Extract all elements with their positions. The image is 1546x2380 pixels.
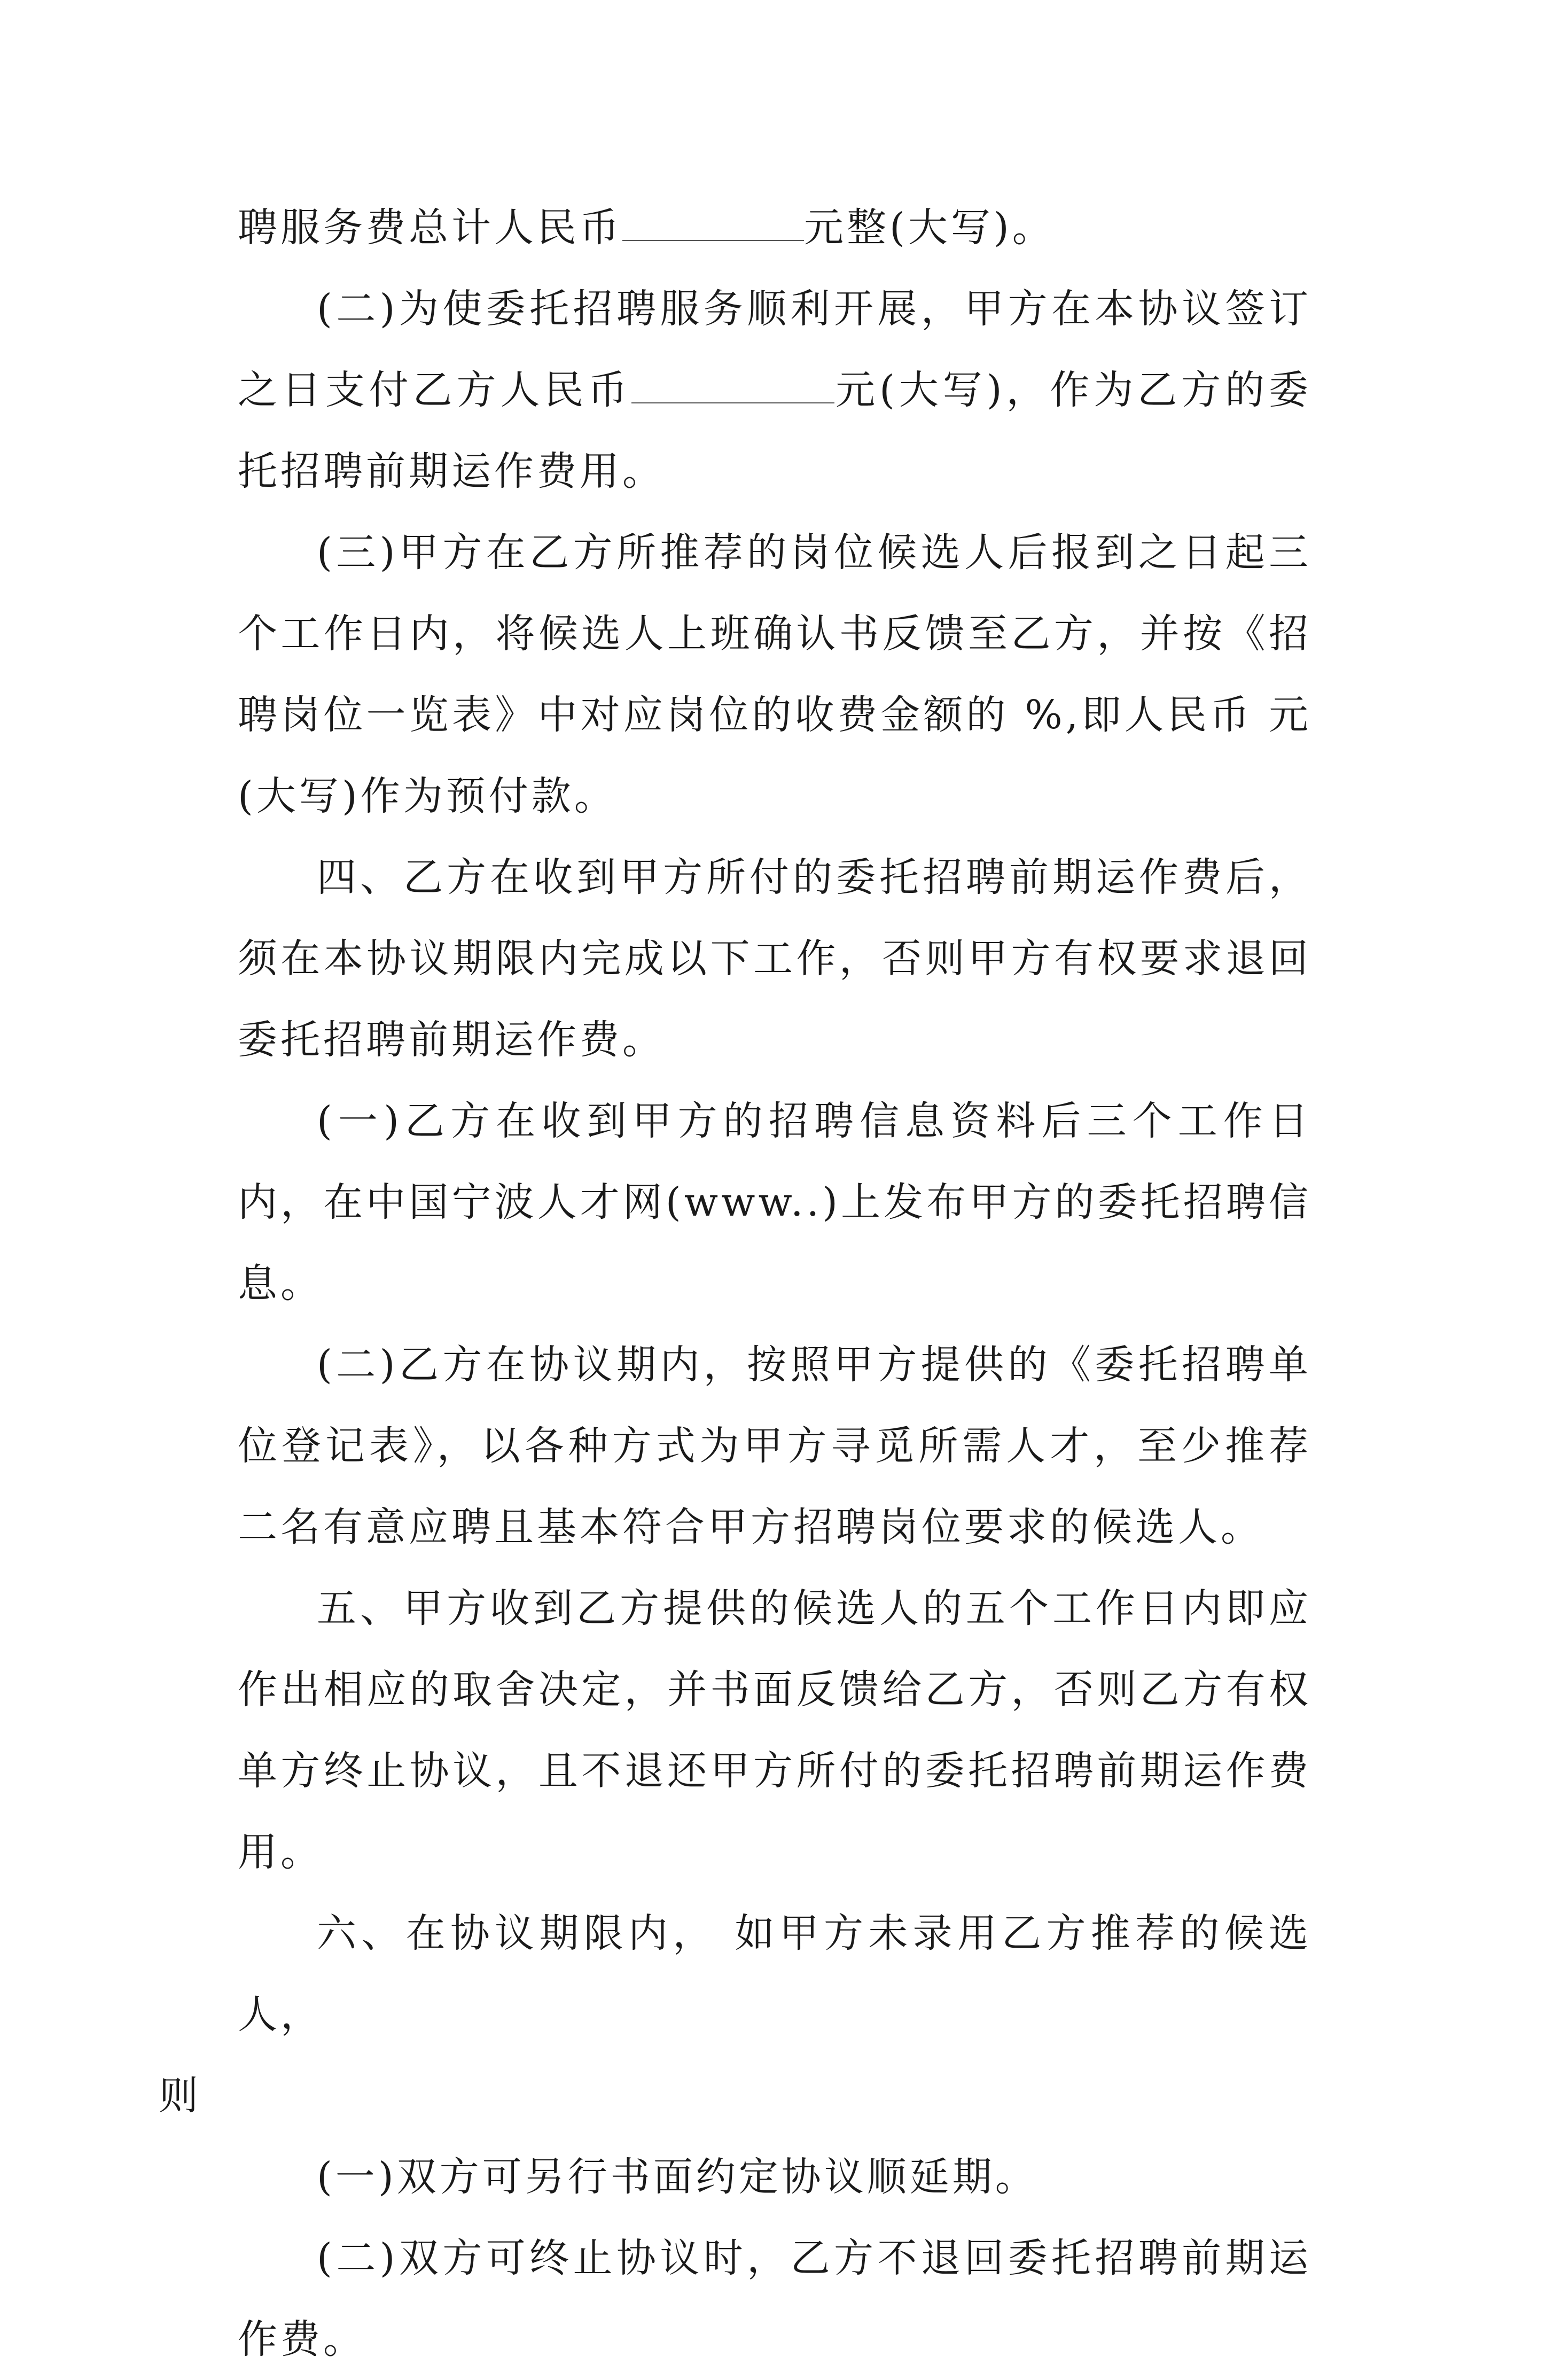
fee-total-suffix: 元整(大写)。 <box>804 205 1055 251</box>
paragraph-clause-6-1: (一)双方可另行书面约定协议顺延期。 <box>317 2154 1038 2200</box>
paragraph-clause-6 <box>159 1893 1311 2136</box>
clause-2-2-line1: (二)为使委托招聘服务顺利开展，甲方在本协议签订之 <box>238 286 1311 413</box>
paragraph-fee-total <box>238 187 1311 268</box>
fee-total-blank[interactable] <box>622 208 804 241</box>
paragraph-clause-4-2: (二)乙方在协议期内，按照甲方提供的《委托招聘单位登记表》，以各种方式为甲方寻觅所需人才，至少推荐二名有意应聘且基本符合甲方招聘岗位要求的候选人。 <box>238 1342 1311 1550</box>
prepay-amount-blank[interactable] <box>631 370 834 403</box>
paragraph-clause-4-1: (一)乙方在收到甲方的招聘信息资料后三个工作日内，在中国宁波人才网(www..)上发布甲方的委托招聘信息。 <box>238 1098 1311 1306</box>
paragraph-clause-2-2 <box>238 268 1311 512</box>
paragraph-clause-6-2: (二)双方可终止协议时，乙方不退回委托招聘前期运作费。 <box>238 2235 1311 2362</box>
clause-6-line1: 六、在协议期限内， 如甲方未录用乙方推荐的候选人， <box>238 1910 1311 2037</box>
clause-2-2-line2-suffix: 元(大写)，作为乙方的委托招 <box>238 367 1312 494</box>
paragraph-clause-4: 四、乙方在收到甲方所付的委托招聘前期运作费后，须在本协议期限内完成以下工作，否则甲方有权要求退回委托招聘前期运作费。 <box>238 854 1311 1063</box>
paragraph-clause-5: 五、甲方收到乙方提供的候选人的五个工作日内即应作出相应的取舍决定，并书面反馈给乙方，否则乙方有权单方终止协议，且不退还甲方所付的委托招聘前期运作费用。 <box>238 1585 1311 1875</box>
clause-6-line2: 则 <box>159 2073 201 2119</box>
fee-total-text: 聘服务费总计人民币 <box>238 205 622 251</box>
paragraph-clause-2-3: (三)甲方在乙方所推荐的岗位候选人后报到之日起三个工作日内，将候选人上班确认书反馈至乙方，并按《招聘岗位一览表》中对应岗位的收费金额的 %,即人民币 元(大写)作为预付款。 <box>238 530 1311 819</box>
clause-2-2-line3: 聘前期运作费用。 <box>323 448 665 494</box>
clause-2-2-line2-text: 日支付乙方人民币 <box>281 367 632 413</box>
document-body <box>159 187 1312 2380</box>
